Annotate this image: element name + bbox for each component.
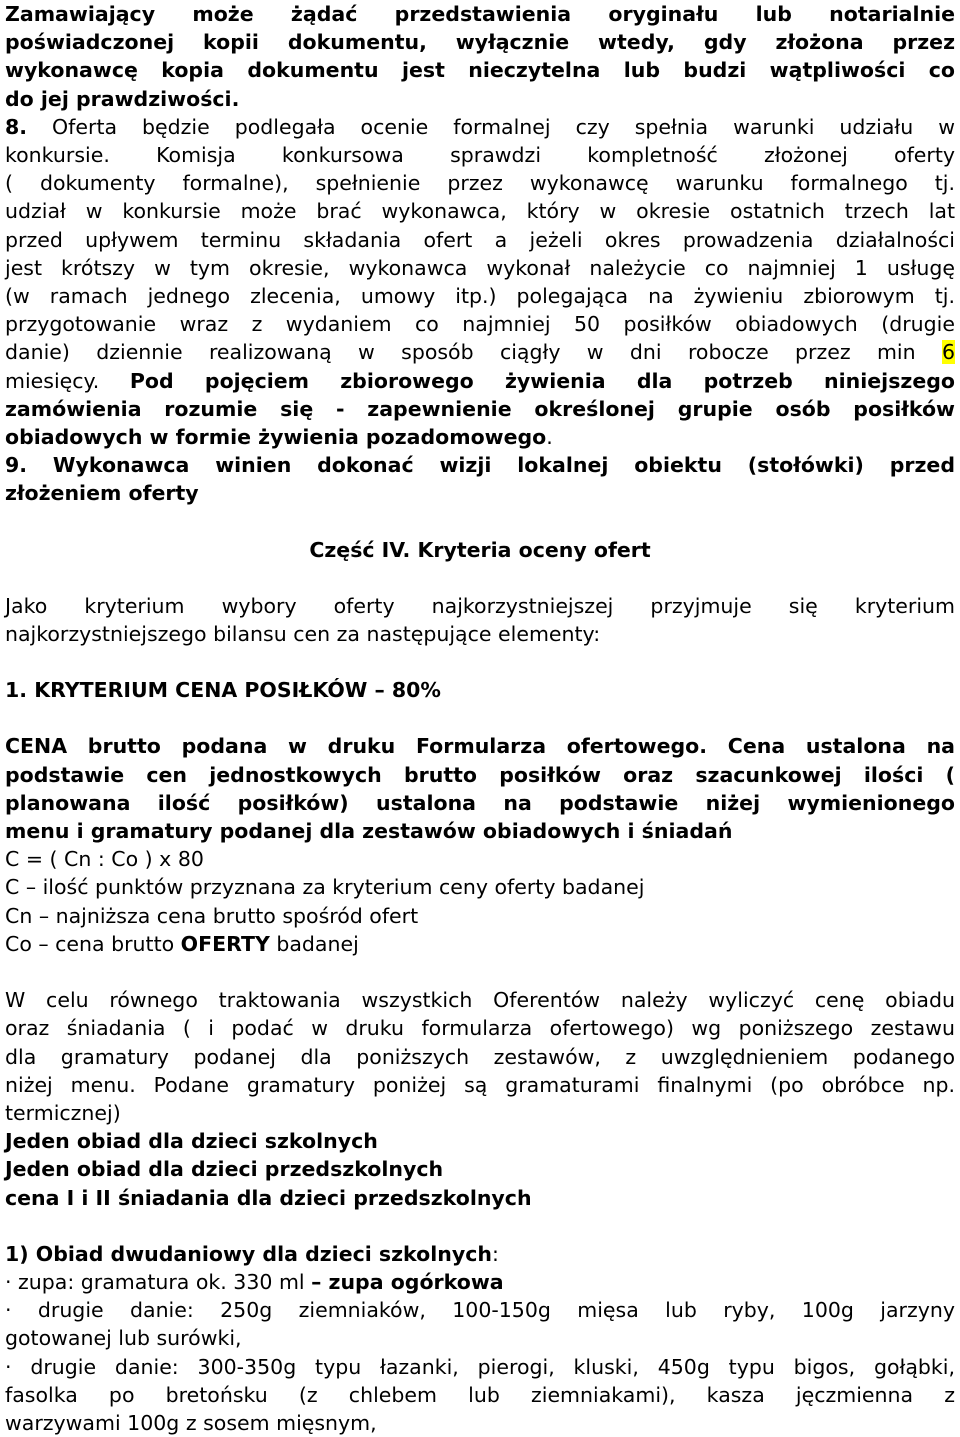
text-line <box>5 113 955 141</box>
text-line <box>5 367 955 395</box>
bold-span: – zupa ogórkowa <box>311 1269 504 1294</box>
paragraph-8 <box>5 113 955 451</box>
text-span: . <box>546 425 553 450</box>
text-line: najkorzystniejszego bilansu cen za następujące elementy: <box>5 622 601 647</box>
criterion-heading: 1. KRYTERIUM CENA POSIŁKÓW – 80% <box>5 678 441 703</box>
text-span: : <box>491 1241 499 1266</box>
menu-item-line: fasolka po bretońsku (z chlebem lub ziemniakami), kasza jęczmienna z <box>5 1382 955 1407</box>
menu-item-line: gotowanej lub surówki, <box>5 1326 242 1351</box>
item-number: 8. <box>5 114 28 139</box>
formula-line: C = ( Cn : Co ) x 80 <box>5 847 204 872</box>
formula-line: C – ilość punktów przyznana za kryterium ceny oferty badanej <box>5 875 645 900</box>
bold-span: obiadowych w formie żywienia pozadomowego <box>5 425 547 450</box>
text-line: podstawie cen jednostkowych brutto posiłków oraz szacunkowej ilości ( <box>5 762 955 787</box>
text-line <box>5 338 955 366</box>
list-item: Jeden obiad dla dzieci przedszkolnych <box>5 1157 444 1182</box>
criteria-intro <box>5 592 955 648</box>
list-item: Jeden obiad dla dzieci szkolnych <box>5 1129 378 1154</box>
text-line: poświadczonej kopii dokumentu, wyłącznie wtedy, gdy złożona przez <box>5 30 955 55</box>
text-line: konkursie. Komisja konkursowa sprawdzi kompletność złożonej oferty <box>5 143 955 168</box>
text-line: Zamawiający może żądać przedstawienia oryginału lub notarialnie <box>5 2 955 26</box>
list-item: cena I i II śniadania dla dzieci przedszkolnych <box>5 1185 532 1210</box>
text-line: wykonawcę kopia dokumentu jest nieczytelna lub budzi wątpliwości co <box>5 58 955 83</box>
paragraph-9 <box>5 451 955 507</box>
text-line: udział w konkursie może brać wykonawca, który w okresie ostatnich trzech lat <box>5 199 955 224</box>
section-title: Część IV. Kryteria oceny ofert <box>309 537 651 562</box>
text-line: ( dokumenty formalne), spełnienie przez wykonawcę warunku formalnego tj. <box>5 171 955 196</box>
menu-title-line <box>5 1240 955 1268</box>
text-line: 9. Wykonawca winien dokonać wizji lokalnej obiektu (stołówki) przed <box>5 453 955 478</box>
text-line: W celu równego traktowania wszystkich Oferentów należy wyliczyć cenę obiadu <box>5 988 955 1013</box>
text-span: Oferta będzie podlegała ocenie formalnej czy spełnia warunki udziału w <box>27 114 955 139</box>
meal-price-list <box>5 1127 955 1212</box>
highlighted-number: 6 <box>941 340 955 365</box>
text-line: menu i gramatury podanej dla zestawów obiadowych i śniadań <box>5 819 733 844</box>
text-line: jest krótszy w tym okresie, wykonawca wykonał należycie co najmniej 1 usługę <box>5 255 955 280</box>
menu-section <box>5 1240 955 1437</box>
menu-item-line: · drugie danie: 250g ziemniaków, 100-150g mięsa lub ryby, 100g jarzyny <box>5 1298 955 1323</box>
equal-treatment-paragraph <box>5 986 955 1127</box>
text-line: termicznej) <box>5 1100 121 1125</box>
text-span: · zupa: gramatura ok. 330 ml <box>5 1269 312 1294</box>
text-span: Co – cena brutto <box>5 931 181 956</box>
text-line: zamówienia rozumie się - zapewnienie określonej grupie osób posiłków <box>5 396 955 421</box>
price-formula <box>5 845 955 958</box>
text-span: miesięcy. <box>5 368 130 393</box>
price-paragraph <box>5 732 955 845</box>
bold-span: OFERTY <box>180 931 270 956</box>
text-line: Jako kryterium wybory oferty najkorzystniejszej przyjmuje się kryterium <box>5 593 955 618</box>
menu-item-line: · drugie danie: 300-350g typu łazanki, pierogi, kluski, 450g typu bigos, gołąbki, <box>5 1354 955 1379</box>
text-line: oraz śniadania ( i podać w druku formularza ofertowego) wg poniższego zestawu <box>5 1016 955 1041</box>
text-line: przygotowanie wraz z wydaniem co najmniej 50 posiłków obiadowych (drugie <box>5 312 955 337</box>
text-line <box>5 423 955 451</box>
menu-item <box>5 1268 955 1296</box>
menu-title: 1) Obiad dwudaniowy dla dzieci szkolnych <box>5 1241 492 1266</box>
text-line: CENA brutto podana w druku Formularza ofertowego. Cena ustalona na <box>5 734 955 759</box>
text-line: (w ramach jednego zlecenia, umowy itp.) polegająca na żywieniu zbiorowym tj. <box>5 284 955 309</box>
bold-span: Pod pojęciem zbiorowego żywienia dla potrzeb niniejszego <box>129 368 955 393</box>
paragraph-original-document <box>5 0 955 113</box>
formula-line: Cn – najniższa cena brutto spośród ofert <box>5 903 419 928</box>
menu-item-line: warzywami 100g z sosem mięsnym, <box>5 1410 377 1435</box>
text-span: danie) dziennie realizowaną w sposób ciągły w dni robocze przez min <box>5 340 942 365</box>
text-line: przed upływem terminu składania ofert a jeżeli okres prowadzenia działalności <box>5 227 955 252</box>
text-line: złożeniem oferty <box>5 481 199 506</box>
formula-line <box>5 930 955 958</box>
text-line: planowana ilość posiłków) ustalona na podstawie niżej wymienionego <box>5 790 955 815</box>
text-line: dla gramatury podanej dla poniższych zestawów, z uwzględnieniem podanego <box>5 1044 955 1069</box>
text-line: do jej prawdziwości. <box>5 86 240 111</box>
text-line: niżej menu. Podane gramatury poniżej są gramaturami finalnymi (po obróbce np. <box>5 1072 955 1097</box>
text-span: badanej <box>269 931 359 956</box>
